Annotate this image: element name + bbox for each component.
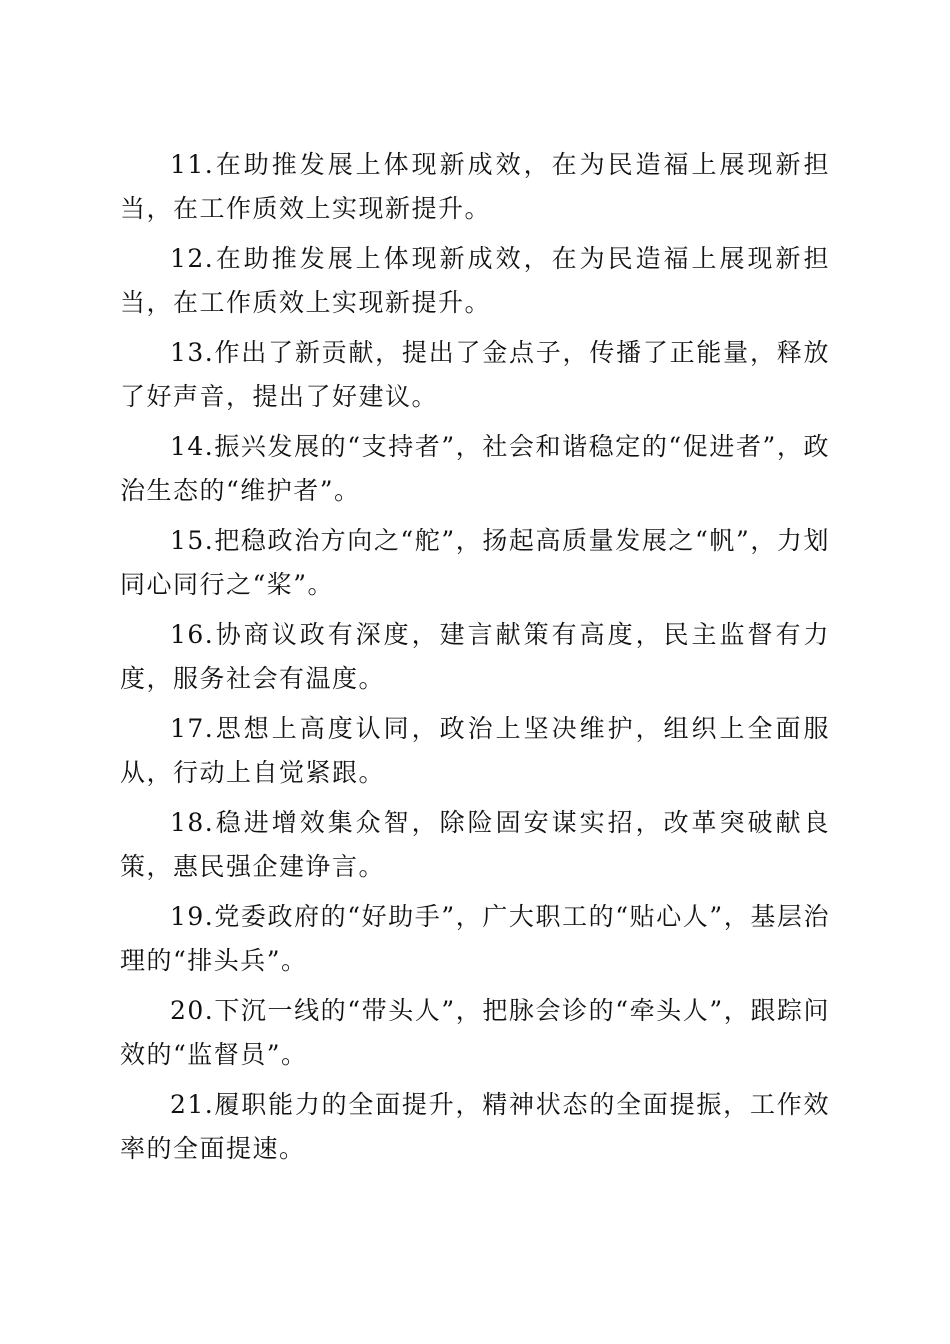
paragraph-12: 12.在助推发展上体现新成效，在为民造福上展现新担当，在工作质效上实现新提升。 <box>120 244 830 317</box>
list-item <box>120 1083 830 1171</box>
list-item <box>120 707 830 795</box>
document-page <box>120 143 830 1177</box>
paragraph-13: 13.作出了新贡献，提出了金点子，传播了正能量，释放了好声音，提出了好建议。 <box>120 338 830 411</box>
list-item <box>120 143 830 231</box>
list-item <box>120 613 830 701</box>
list-item <box>120 801 830 889</box>
paragraph-21: 21.履职能力的全面提升，精神状态的全面提振，工作效率的全面提速。 <box>120 1090 830 1163</box>
paragraph-20: 20.下沉一线的“带头人”，把脉会诊的“牵头人”，跟踪问效的“监督员”。 <box>120 996 830 1069</box>
paragraph-17: 17.思想上高度认同，政治上坚决维护，组织上全面服从，行动上自觉紧跟。 <box>120 714 830 787</box>
list-item <box>120 425 830 513</box>
list-item <box>120 331 830 419</box>
paragraph-16: 16.协商议政有深度，建言献策有高度，民主监督有力度，服务社会有温度。 <box>120 620 830 693</box>
paragraph-14: 14.振兴发展的“支持者”，社会和谐稳定的“促进者”，政治生态的“维护者”。 <box>120 432 830 505</box>
paragraph-18: 18.稳进增效集众智，除险固安谋实招，改革突破献良策，惠民强企建诤言。 <box>120 808 830 881</box>
list-item <box>120 989 830 1077</box>
paragraph-15: 15.把稳政治方向之“舵”，扬起高质量发展之“帆”，力划同心同行之“桨”。 <box>120 526 830 599</box>
list-item <box>120 519 830 607</box>
paragraph-19: 19.党委政府的“好助手”，广大职工的“贴心人”，基层治理的“排头兵”。 <box>120 902 830 975</box>
list-item <box>120 237 830 325</box>
list-item <box>120 895 830 983</box>
paragraph-11: 11.在助推发展上体现新成效，在为民造福上展现新担当，在工作质效上实现新提升。 <box>120 150 830 223</box>
